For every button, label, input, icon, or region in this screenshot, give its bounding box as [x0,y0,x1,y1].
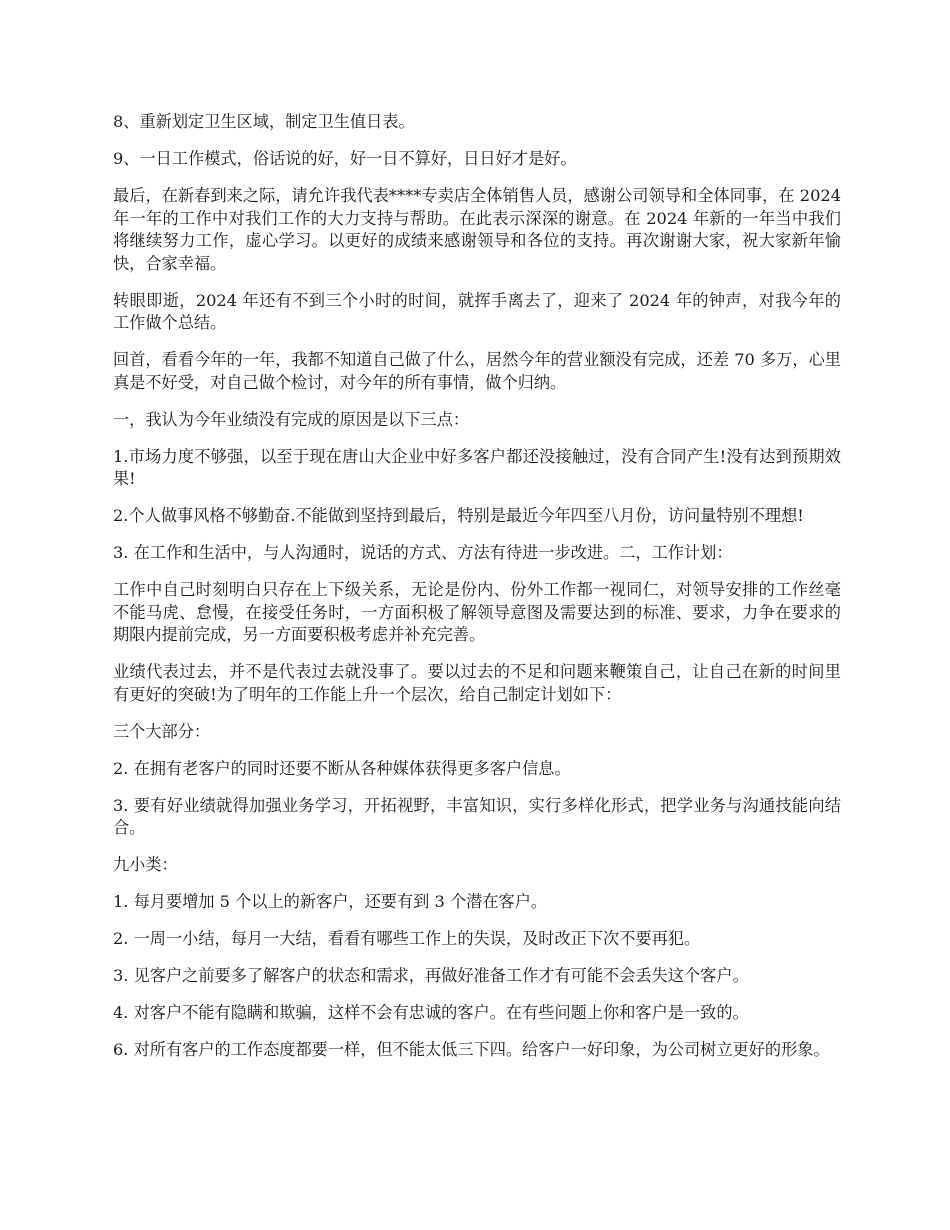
paragraph-item-4: 4. 对客户不能有隐瞒和欺骗，这样不会有忠诚的客户。在有些问题上你和客户是一致的。 [113,1003,749,1022]
paragraph-item-3: 3. 见客户之前要多了解客户的状态和需求，再做好准备工作才有可能不会丢失这个客户。 [113,966,749,985]
paragraph-item-1: 1. 每月要增加 5 个以上的新客户，还要有到 3 个潜在客户。 [113,892,548,911]
paragraph-reason-3: 3. 在工作和生活中，与人沟通时，说话的方式、方法有待进一步改进。二，工作计划： [113,543,733,562]
paragraph-three-parts-heading: 三个大部分： [113,721,211,741]
paragraph-part-2: 2. 在拥有老客户的同时还要不断从各种媒体获得更多客户信息。 [113,758,571,778]
paragraph-thanks: 最后，在新春到来之际，请允许我代表****专卖店全体销售人员，感谢公司领导和全体同事，在 2024 年一年的工作中对我们工作的大力支持与帮助。在此表示深深的谢意。在 2024 年新的一年当中我们将继续努力工作，虚心学习。以更好的成绩来感谢领导和各位的支持。再次谢谢大家，祝大家新年愉快，合家幸福。 [113,186,841,273]
paragraph-reason-1: 1.市场力度不够强，以至于现在唐山大企业中好多客户都还没接触过，没有合同产生!没有达到预期效果! [113,446,841,488]
paragraph-review: 回首，看看今年的一年，我都不知道自己做了什么，居然今年的营业额没有完成，还差 70 多万，心里真是不好受，对自己做个检讨，对今年的所有事情，做个归纳。 [113,350,841,392]
paragraph-hygiene-duty: 8、重新划定卫生区域，制定卫生值日表。 [113,112,415,131]
paragraph-item-6: 6. 对所有客户的工作态度都要一样，但不能太低三下四。给客户一好印象，为公司树立更好的形象。 [113,1040,830,1059]
paragraph-reason-2: 2.个人做事风格不够勤奋.不能做到坚持到最后，特别是最近今年四至八月份，访问量特别不理想! [113,506,804,525]
paragraph-part-3: 3. 要有好业绩就得加强业务学习，开拓视野，丰富知识，实行多样化形式，把学业务与沟通技能向结合。 [113,795,841,837]
paragraph-plan-intro: 业绩代表过去，并不是代表过去就没事了。要以过去的不足和问题来鞭策自己，让自己在新的时间里有更好的突破!为了明年的工作能上升一个层次，给自己制定计划如下： [113,662,841,704]
paragraph-daily-work-mode: 9、一日工作模式，俗话说的好，好一日不算好，日日好才是好。 [113,149,577,168]
paragraph-year-end: 转眼即逝，2024 年还有不到三个小时的时间，就挥手离去了，迎来了 2024 年的钟声，对我今年的工作做个总结。 [113,290,841,332]
paragraph-reasons-heading: 一，我认为今年业绩没有完成的原因是以下三点： [113,409,470,429]
paragraph-item-2: 2. 一周一小结，每月一大结，看看有哪些工作上的失误，及时改正下次不要再犯。 [113,929,701,948]
paragraph-nine-items-heading: 九小类： [113,855,178,874]
paragraph-work-attitude: 工作中自己时刻明白只存在上下级关系，无论是份内、份外工作都一视同仁，对领导安排的工作丝毫不能马虎、怠慢，在接受任务时，一方面积极了解领导意图及需要达到的标准、要求，力争在要求的期限内提前完成，另一方面要积极考虑并补充完善。 [113,580,841,644]
document-body [113,111,841,1076]
